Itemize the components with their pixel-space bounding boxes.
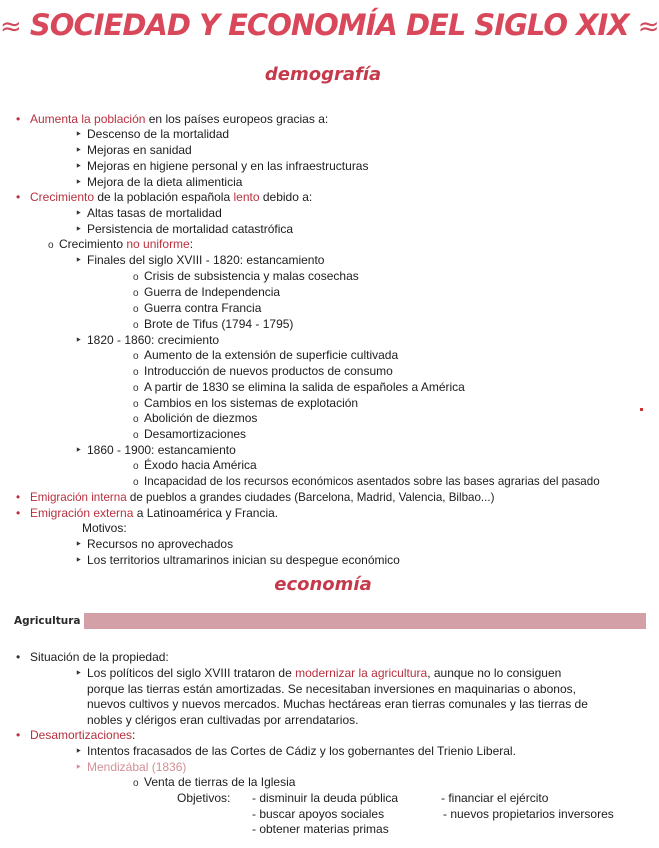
list-item: - financiar el ejército bbox=[441, 791, 549, 805]
list-item: o Cambios en los sistemas de explotación bbox=[133, 396, 359, 410]
list-item: • Desamortizaciones: bbox=[16, 728, 136, 742]
squiggle-right-icon: ≈ bbox=[637, 12, 659, 42]
list-item: o Abolición de diezmos bbox=[133, 411, 258, 425]
list-item: o Guerra de Independencia bbox=[133, 285, 281, 299]
list-item: - disminuir la deuda pública bbox=[252, 791, 399, 805]
list-item: o Brote de Tifus (1794 - 1795) bbox=[133, 317, 294, 331]
paragraph-line: nobles y clérigos eran cultivadas por arrendatarios. bbox=[87, 713, 359, 727]
list-item: ‣ 1820 - 1860: crecimiento bbox=[75, 333, 220, 347]
list-item: o Venta de tierras de la Iglesia bbox=[133, 775, 296, 789]
list-item: • Situación de la propiedad: bbox=[16, 650, 169, 664]
section-heading-demografia: demografía bbox=[264, 64, 382, 85]
list-item: ‣ Altas tasas de mortalidad bbox=[75, 206, 222, 220]
list-item: ‣ Descenso de la mortalidad bbox=[75, 127, 230, 141]
list-item: o Desamortizaciones bbox=[133, 427, 247, 441]
agricultura-bar bbox=[0, 613, 646, 629]
list-item: ‣ 1860 - 1900: estancamiento bbox=[75, 443, 236, 457]
list-item: o Introducción de nuevos productos de consumo bbox=[133, 364, 393, 378]
page-title bbox=[0, 8, 659, 42]
list-item: ‣ Recursos no aprovechados bbox=[75, 537, 234, 551]
motivos-label: Motivos: bbox=[82, 521, 127, 535]
list-item: o A partir de 1830 se elimina la salida de españoles a América bbox=[133, 380, 465, 394]
list-item: o Éxodo hacia América bbox=[133, 458, 257, 472]
margin-mark bbox=[640, 408, 643, 411]
list-item: o Guerra contra Francia bbox=[133, 301, 262, 315]
list-item: - buscar apoyos sociales bbox=[252, 807, 385, 821]
list-item: - nuevos propietarios inversores bbox=[443, 807, 614, 821]
squiggle-left-icon: ≈ bbox=[0, 12, 21, 42]
list-item: o Aumento de la extensión de superficie cultivada bbox=[133, 348, 399, 362]
list-item: ‣ Persistencia de mortalidad catastrófica bbox=[75, 222, 294, 236]
list-item: • Aumenta la población en los países europeos gracias a: bbox=[16, 112, 329, 126]
list-item: • Emigración externa a Latinoamérica y Francia. bbox=[16, 506, 279, 520]
list-item: ‣ Mejoras en higiene personal y en las infraestructuras bbox=[75, 159, 369, 173]
agricultura-heading: Agricultura bbox=[0, 613, 84, 629]
list-item: • Crecimiento de la población española lento debido a: bbox=[16, 190, 313, 204]
list-item: ‣ Mejora de la dieta alimenticia bbox=[75, 175, 243, 189]
objetivos-label: Objetivos: bbox=[177, 791, 231, 805]
paragraph-line: porque las tierras están amortizadas. Se necesitaban inversiones en maquinarias o abonos, bbox=[87, 682, 576, 696]
list-item: ‣ Finales del siglo XVIII - 1820: estancamiento bbox=[75, 253, 325, 267]
list-item: ‣ Mendizábal (1836) bbox=[75, 760, 187, 774]
list-item: - obtener materias primas bbox=[252, 822, 389, 836]
list-item: ‣ Intentos fracasados de las Cortes de Cádiz y los gobernantes del Trienio Liberal. bbox=[75, 744, 516, 758]
page-title-text: SOCIEDAD Y ECONOMÍA DEL SIGLO XIX bbox=[29, 8, 629, 42]
list-item: ‣ Mejoras en sanidad bbox=[75, 143, 192, 157]
list-item: o Crisis de subsistencia y malas cosechas bbox=[133, 269, 359, 283]
paragraph-line: nuevos cultivos y nuevos mercados. Muchas hectáreas eran tierras comunales y las tierras de bbox=[87, 697, 588, 711]
section-heading-economia: economía bbox=[274, 574, 372, 595]
list-item: • Emigración interna de pueblos a grandes ciudades (Barcelona, Madrid, Valencia, Bilbao...) bbox=[16, 491, 495, 504]
list-item: ‣ Los políticos del siglo XVIII trataron de modernizar la agricultura, aunque no lo consiguen bbox=[75, 666, 562, 680]
list-item: o Crecimiento no uniforme: bbox=[48, 237, 194, 251]
list-item: o Incapacidad de los recursos económicos asentados sobre las bases agrarias del pasado bbox=[133, 475, 600, 488]
list-item: ‣ Los territorios ultramarinos inician su despegue económico bbox=[75, 553, 400, 567]
